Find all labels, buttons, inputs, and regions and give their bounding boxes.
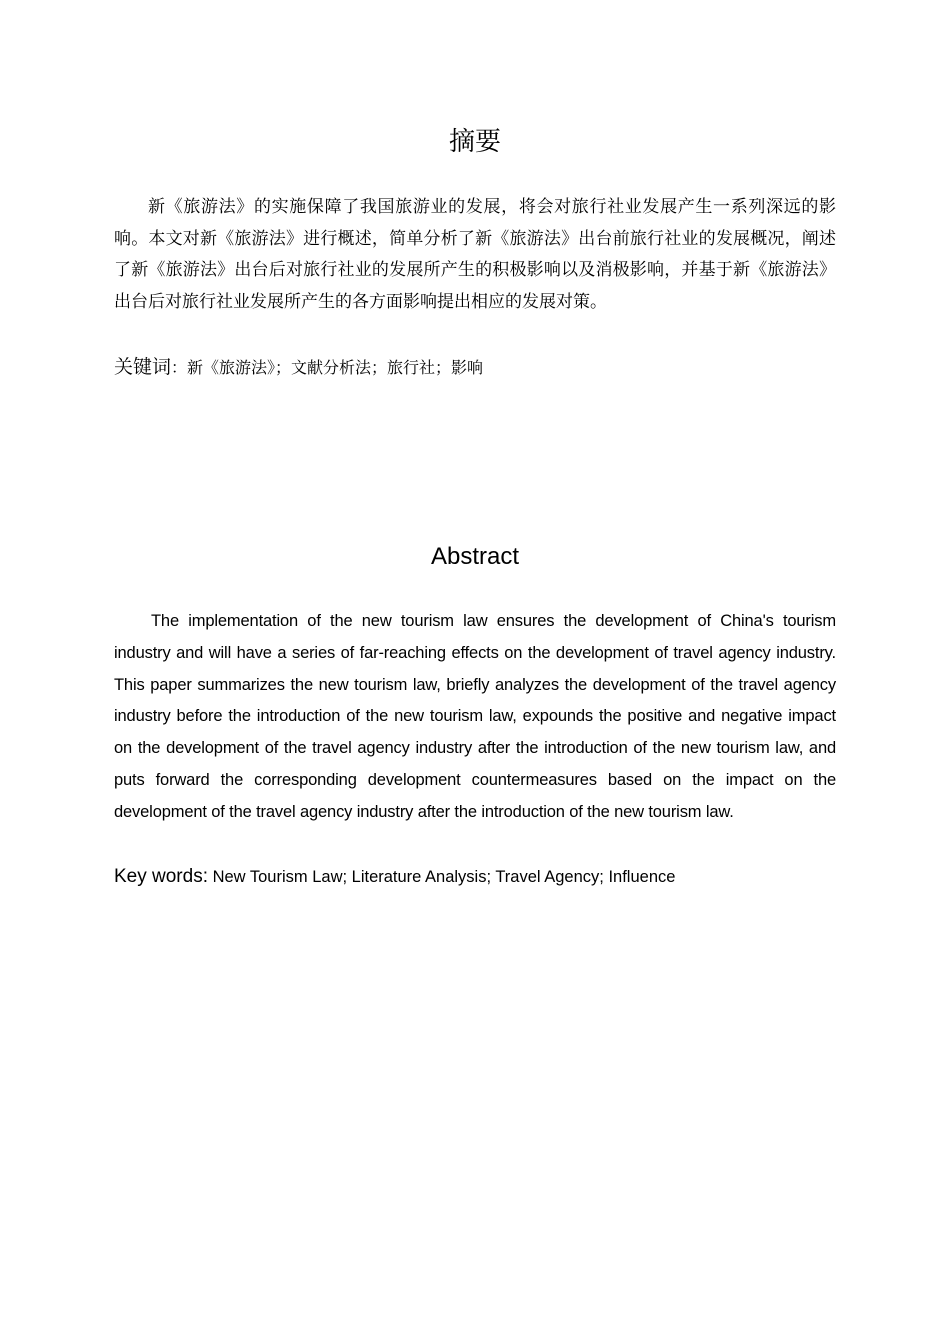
english-keywords-label: Key words: [114, 866, 208, 887]
chinese-abstract-title: 摘要 [448, 127, 501, 157]
english-keywords-line [114, 862, 836, 892]
chinese-keywords-separator: ： [171, 358, 188, 377]
chinese-abstract-body: 新《旅游法》的实施保障了我国旅游业的发展，将会对旅行社业发展产生一系列深远的影响。本文对新《旅游法》进行概述，简单分析了新《旅游法》出台前旅行社业的发展概况，阐述了新《旅游法》出台后对旅行社业的发展所产生的积极影响以及消极影响，并基于新《旅游法》出台后对旅行社业发展所产生的各方面影响提出相应的发展对策。 [114, 197, 836, 312]
chinese-keywords-label: 关键词 [114, 356, 172, 378]
english-keywords-value: New Tourism Law; Literature Analysis; Travel Agency; Influence [212, 868, 676, 886]
chinese-keywords-line [114, 352, 836, 383]
chinese-keywords-value: 新《旅游法》；文献分析法；旅行社；影响 [187, 358, 484, 377]
english-abstract-title: Abstract [430, 543, 520, 570]
english-abstract-body: The implementation of the new tourism law ensures the development of China's tourism industry and will have a series of far-reaching effects on the development of travel agency industry. This paper summarizes the new tourism law, briefly analyzes the development of the travel agency industry before the introduction of the new tourism law, expounds the positive and negative impact on the development of the travel agency industry after the introduction of the new tourism law, and puts forward the corresponding development countermeasures based on the impact on the development of the travel agency industry after the introduction of the new tourism law. [114, 612, 836, 821]
